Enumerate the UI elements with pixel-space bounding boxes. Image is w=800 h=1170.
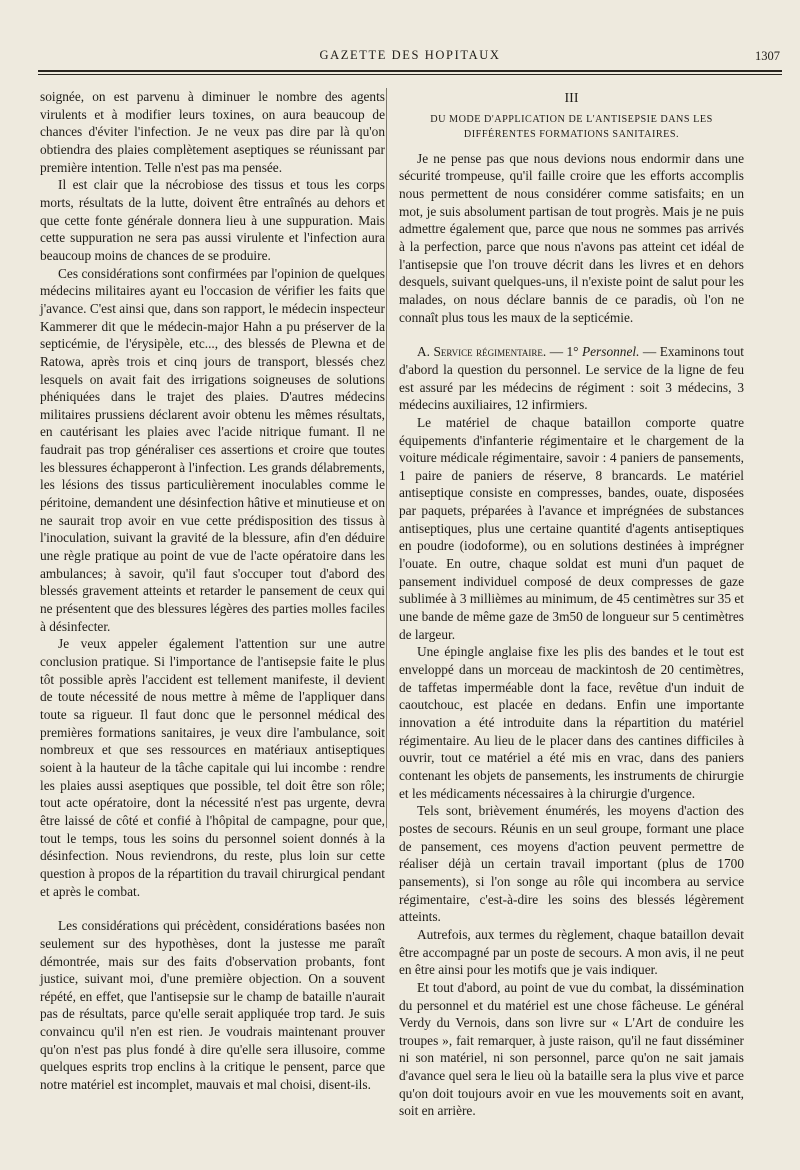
paragraph: Il est clair que la nécrobiose des tissus et tous les corps morts, résultats de la lutte, doivent être entraînés au dehors et que cette fonte générale donnera lieu à une suppuration. Mais cette suppuration ne sera pas aussi virulente et l'infection aura beaucoup moins de chances de se produire.: [40, 177, 385, 263]
page-number: 1307: [755, 49, 780, 63]
header-rule-thick: [38, 70, 782, 72]
subsection-label: A. Service régimentaire.: [417, 344, 547, 360]
paragraph: Le matériel de chaque bataillon comporte quatre équipements d'infanterie régimentaire et le chargement de la voiture médicale régimentaire, savoir : 4 paniers de pansements, 1 paire de paniers de réserve, 8 brancards. Le matériel antiseptique consiste en compresses, bandes, ouate, disposées par paquets, préparées à l'avance et imprégnées de substances antiseptiques, plus une certaine quantité d'agents antiseptiques en poudre (iodoforme), ou en solutions destinées à imprégner l'ouate. En outre, chaque soldat est muni d'un paquet de pansement individuel composé de deux compresses de gaze sublimée à 3 millièmes au minimum, de 45 centimètres sur 35 et une bande de même gaze de 3m50 de longueur sur 5 centimètres de largeur.: [399, 414, 744, 642]
paragraph: Ces considérations sont confirmées par l'opinion de quelques médecins militaires ayant eu l'occasion de vérifier les faits que j'avance. C'est ainsi que, dans son rapport, le médecin inspecteur Kammerer dit que le médecin-major Hahn a pu préserver de la septicémie, de l'érysipèle, etc..., des blessés de Plewna et de Ratowa, après trois et cinq jours de transport, blessés chez lesquels on avait fait des irrigations soigneuses de solutions phéniquées dans le trajet des plaies. D'autres médecins militaires prussiens déclarent avoir obtenu les mêmes résultats, en cautérisant les plaies avec l'acide nitrique fumant. Il ne faudrait pas trop généraliser ces assertions et croire que toutes les blessures échapperont à l'infection. Les grands délabrements, les lésions des tissus particulièrement inoculables comme le péritoine, demandent une désinfection hâtive et minutieuse et on ne saurait trop avoir en vue cette prédisposition des tissus à l'inoculation, suivant la gravité de la blessure, afin d'en déduire une règle pratique au point de vue de l'acte opératoire dans les ambulances; à savoir, qu'il faut s'occuper tout d'abord des blessés gravement atteints et retarder le pansement de ceux qui ne présentent que des blessures légères des parties molles faciles à désinfecter.: [40, 265, 385, 634]
subsection-item-number: 1°: [566, 344, 582, 360]
paragraph: Tels sont, brièvement énumérés, les moyens d'action des postes de secours. Réunis en un seul groupe, formant une place de pansement, ces moyens d'action peuvent permettre de réaliser déjà un certain travail important (plus de 1700 pansements), si l'on songe au rôle qui incombera au service régimentaire, c'est-à-dire les soins des blessés légèrement atteints.: [399, 803, 744, 925]
paragraph-gap: [399, 326, 744, 343]
paragraph: Une épingle anglaise fixe les plis des bandes et le tout est enveloppé dans un morceau de mackintosh de 20 centimètres, de taffetas imperméable dont la face, revêtue d'un induit de caoutchouc, est placée en dedans. Enfin une importante innovation a été introduite dans la répartition du matériel régimentaire. Au lieu de le placer dans des cantines difficiles à ouvrir, tout ce matériel a été mis en vrac, dans des paniers contenant les objets de pansements, les instruments de chirurgie et les médicaments nécessaires à la chirurgie d'urgence.: [399, 644, 744, 801]
section-title: DU MODE D'APPLICATION DE L'ANTISEPSIE DANS LES DIFFÉRENTES FORMATIONS SANITAIRES.: [430, 113, 713, 140]
subsection-text: — Examinons tout d'abord la question du personnel. Le service de la ligne de feu est assuré par les médecins de régiment : soit 3 médecins, 3 médecins auxiliaires, 12 infirmiers.: [399, 344, 744, 413]
paragraph: Je ne pense pas que nous devions nous endormir dans une sécurité trompeuse, qu'il faille croire que les efforts accomplis nous permettent de nous considérer comme satisfaits; en un mot, je suis absolument partisan de tout progrès. Mais je ne puis admettre également que, parce que nous ne sommes pas arrivés à la perfection, parce que nous n'avons pas atteint cet idéal de l'antisepsie que l'on trouve décrit dans les livres et en dehors desquels, suivant quelques-uns, il n'existe point de salut pour les malades, on nous déclare bannis de ce paradis, où l'on ne connaît plus tous les maux de la septicémie.: [399, 150, 744, 325]
left-column: [40, 88, 385, 1094]
paragraph: Autrefois, aux termes du règlement, chaque bataillon devait être accompagné par un poste de secours. A mon avis, il ne peut en être ainsi pour les motifs que je vais indiquer.: [399, 926, 744, 978]
header-rule-thin: [38, 74, 782, 75]
subsection-item-title: Personnel.: [581, 344, 640, 360]
paragraph: Et tout d'abord, au point de vue du combat, la dissémination du personnel et du matériel est une chose fâcheuse. Le général Verdy du Vernois, dans son livre sur « L'Art de conduire les troupes », fait remarquer, à juste raison, qu'il ne faut disséminer ni son matériel, ni son personnel, parce qu'on ne sait jamais d'avance quel sera le lieu où la bataille sera la plus vive et parce qu'on doit toujours avoir en vue les mouvements soit en avant, soit en arrière.: [399, 979, 744, 1119]
journal-title: GAZETTE DES HOPITAUX: [319, 48, 501, 62]
page-header: [38, 48, 782, 68]
subsection-paragraph: [399, 343, 744, 414]
paragraph-gap: [40, 900, 385, 917]
paragraph: Je veux appeler également l'attention sur une autre conclusion pratique. Si l'importance de l'antisepsie faite le plus tôt possible après l'accident est tellement manifeste, il devient de toute nécessité de nous mettre à même de l'appliquer dans toute sa rigueur. Il faut donc que le personnel médical des premières formations sanitaires, je veux dire l'ambulance, soit nombreux et que ses ressources en matériaux antiseptiques soient à la hauteur de la tâche capitale qui lui incombe : rendre les plaies aussi aseptiques que possible, tel doit être son rôle; tout acte opératoire, dont la nécessité n'est pas urgente, devra être laissé de côté et confié à l'hôpital de campagne, pour que, tout le temps, tous les soins du personnel soient donnés à la désinfection. Nous reviendrons, du reste, plus loin sur cette question à propos de la répartition du travail chirurgical pendant et après le combat.: [40, 636, 385, 899]
paragraph: soignée, on est parvenu à diminuer le nombre des agents virulents et à modifier leurs toxines, on aura beaucoup de chances d'éviter l'infection. Je ne veux pas dire par là qu'on obtiendra des plaies complètement aseptiques se réunissant par première intention. Telle n'est pas ma pensée.: [40, 89, 385, 175]
column-divider: [386, 88, 387, 828]
right-column: [399, 88, 744, 1120]
subsection-separator: —: [546, 344, 567, 360]
paragraph: Les considérations qui précèdent, considérations basées non seulement sur des hypothèses, dont la justesse me paraît démontrée, mais sur des faits d'observation probants, font justice, suivant moi, d'une première objection. On a souvent répété, en effet, que l'antisepsie sur le champ de bataille n'aurait pas de résultats, parce qu'elle serait appliquée trop tard. Je suis convaincu qu'il n'en est rien. Je voudrais maintenant prouver qu'on n'est pas plus fondé à dire qu'elle sera illusoire, comme quelques esprits trop enclins à la critique le pensent, parce que notre matériel est incomplet, mauvais et mal choisi, disent-ils.: [40, 918, 385, 1093]
section-number: III: [564, 91, 579, 106]
